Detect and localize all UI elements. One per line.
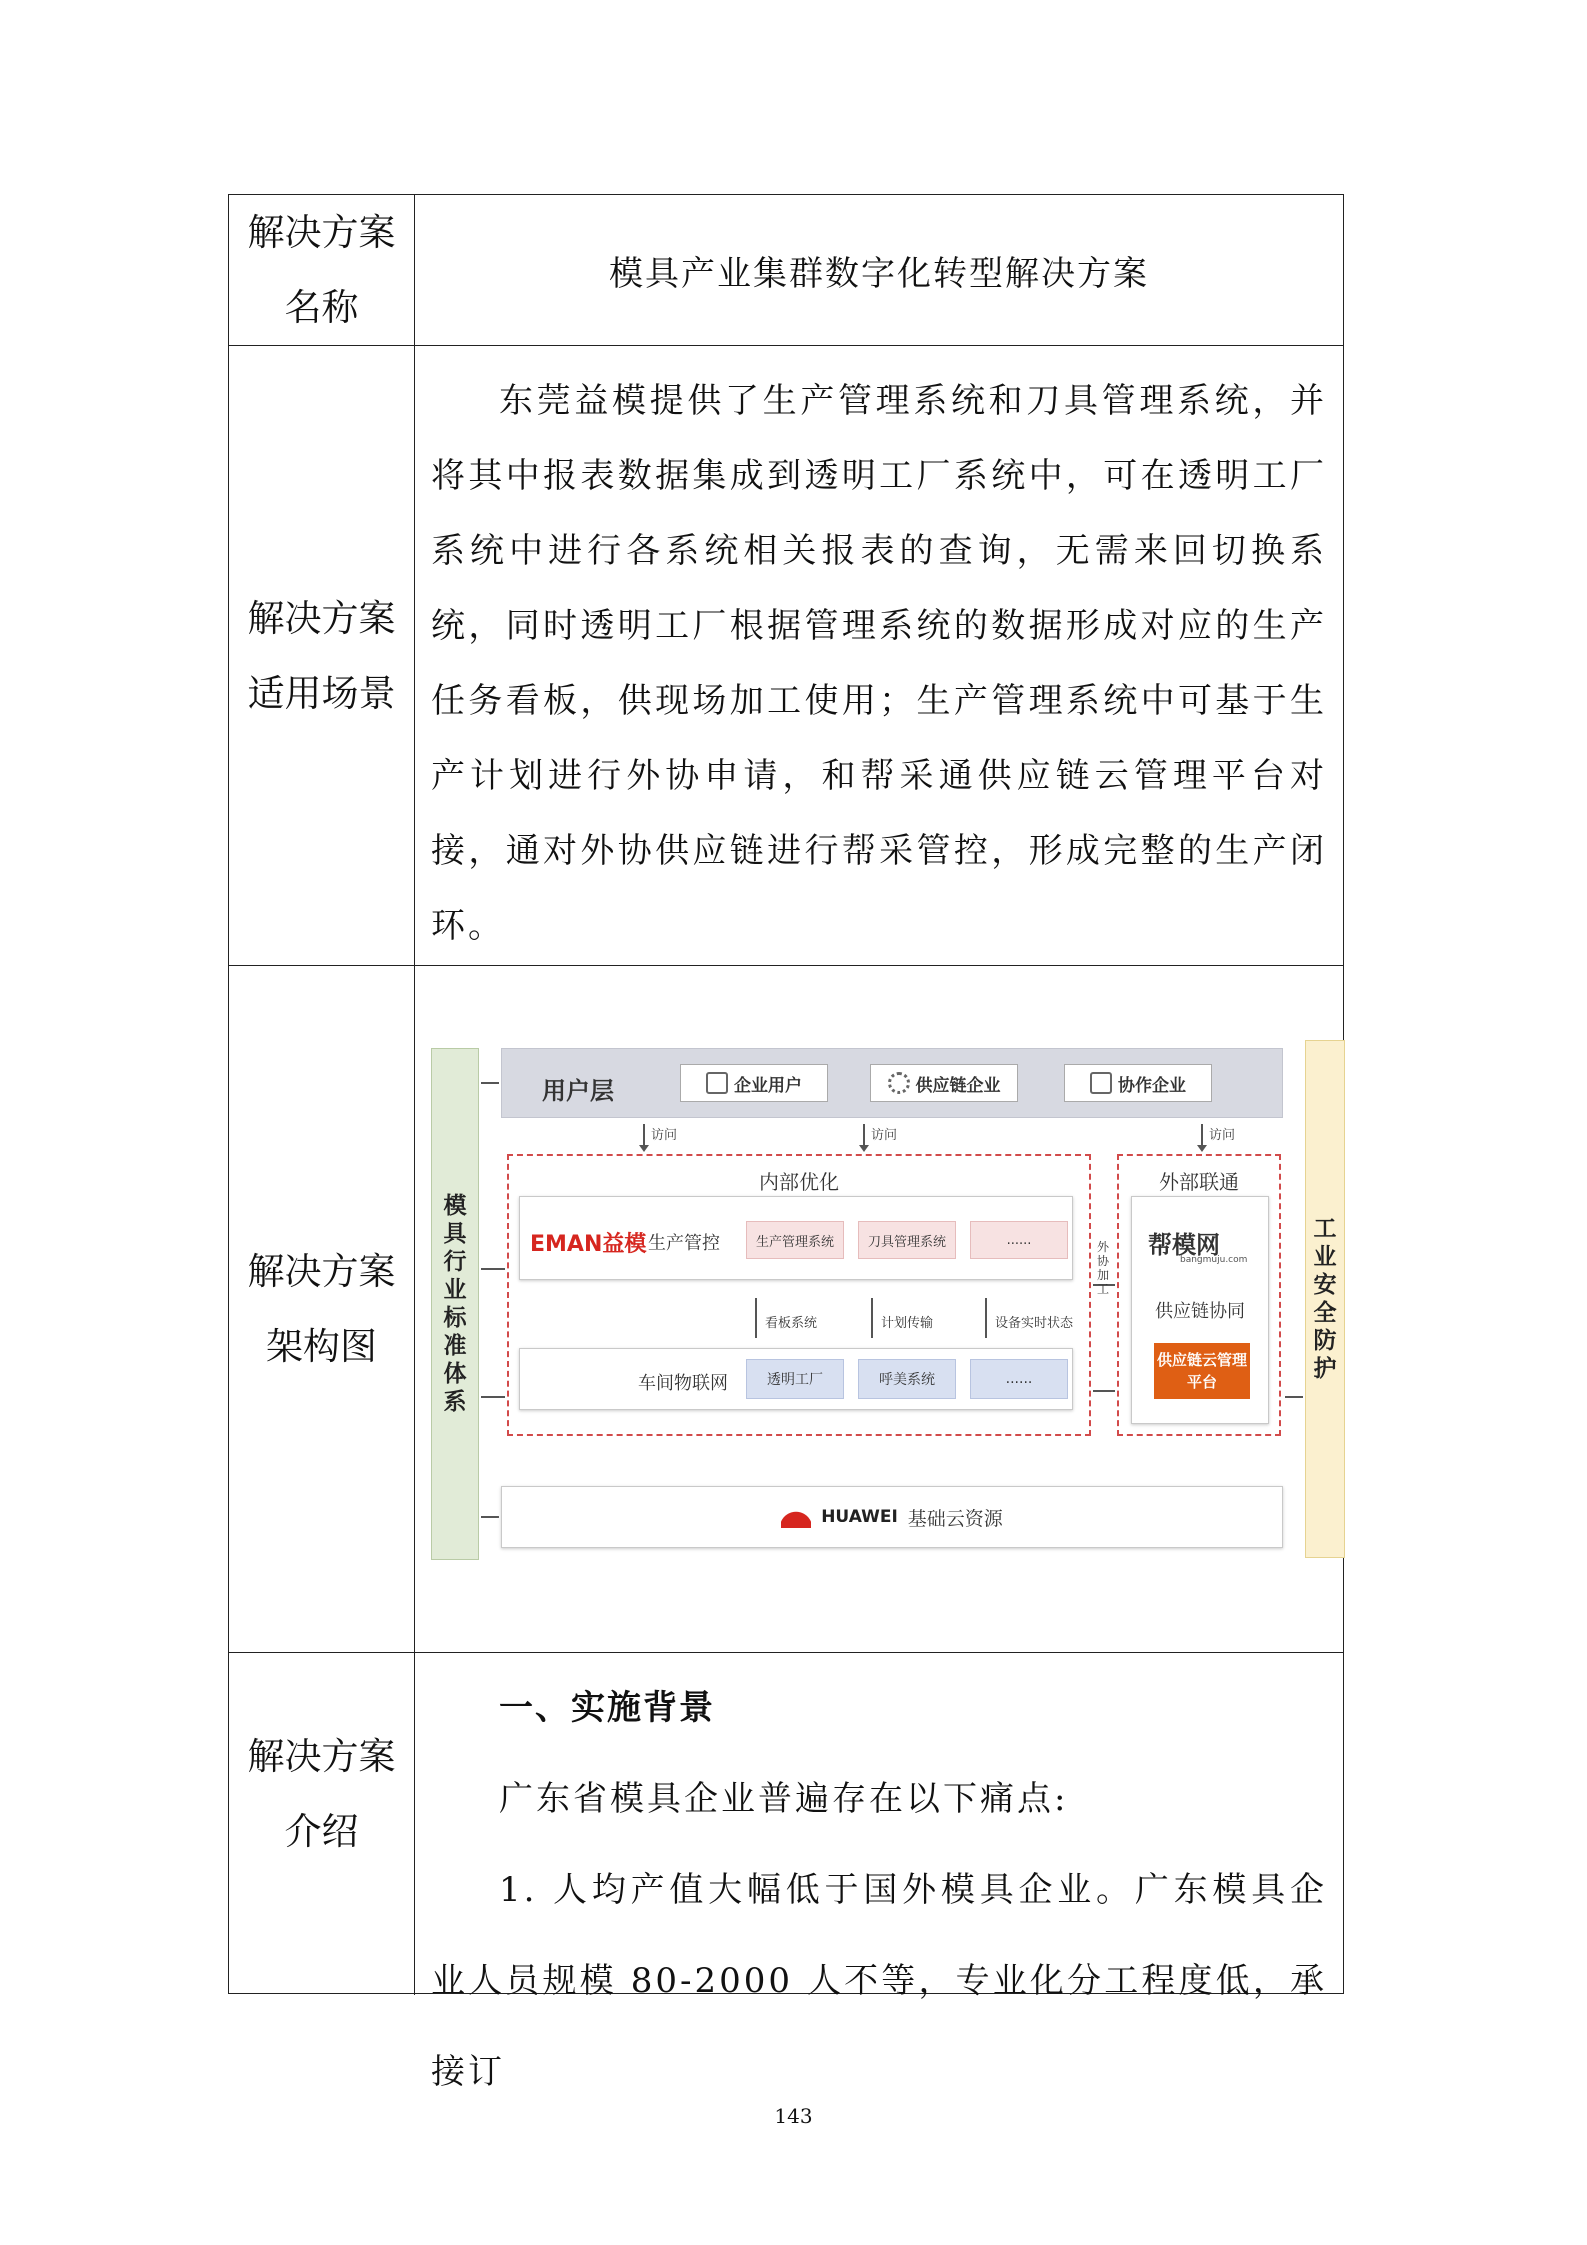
flow-label: 看板系统 xyxy=(765,1316,818,1331)
flow-label: 设备实时状态 xyxy=(995,1316,1074,1331)
gear-icon xyxy=(888,1072,910,1094)
intro-paragraph: 广东省模具企业普遍存在以下痛点: xyxy=(499,1779,1069,1819)
system-box: ...... xyxy=(970,1221,1068,1259)
eman-logo: EMAN益模 xyxy=(530,1232,647,1257)
table-row xyxy=(229,966,1343,1653)
architecture-cell xyxy=(415,966,1343,1652)
huawei-label: HUAWEI xyxy=(821,1507,898,1527)
internal-title: 内部优化 xyxy=(759,1170,839,1194)
user-partner: 协作企业 xyxy=(1064,1064,1212,1102)
building-icon xyxy=(1090,1072,1112,1094)
external-title: 外部联通 xyxy=(1159,1170,1239,1194)
introduction-cell xyxy=(415,1653,1343,2092)
label-line: 解决方案 xyxy=(247,1250,396,1293)
label-line: 解决方案 xyxy=(247,596,396,640)
label-line: 架构图 xyxy=(266,1325,377,1368)
bangmu-logo: 帮模网 xyxy=(1148,1231,1220,1259)
cloud-label: 基础云资源 xyxy=(907,1507,1003,1530)
section-heading: 一、实施背景 xyxy=(499,1688,715,1728)
table-row xyxy=(229,195,1343,346)
visit-label: 访问 xyxy=(871,1128,898,1143)
row-label xyxy=(229,1653,415,1995)
user-enterprise: 企业用户 xyxy=(680,1064,828,1102)
visit-label: 访问 xyxy=(1209,1128,1236,1143)
row-label xyxy=(229,966,415,1652)
bangmu-box xyxy=(1131,1196,1269,1424)
factory-icon xyxy=(706,1072,728,1094)
row-label xyxy=(229,195,415,345)
internal-optimization xyxy=(507,1154,1091,1436)
system-box: 生产管理系统 xyxy=(746,1221,844,1259)
system-box: 刀具管理系统 xyxy=(858,1221,956,1259)
workshop-row xyxy=(519,1348,1073,1410)
row-label xyxy=(229,346,415,965)
user-supplier: 供应链企业 xyxy=(870,1064,1018,1102)
system-box: 呼美系统 xyxy=(858,1359,956,1399)
architecture-diagram xyxy=(431,1040,1345,1558)
external-connect xyxy=(1117,1154,1281,1436)
visit-label: 访问 xyxy=(651,1128,678,1143)
scenario-cell xyxy=(415,346,1343,965)
label-line: 介绍 xyxy=(284,1810,359,1853)
label-line: 名称 xyxy=(284,286,359,329)
label-line: 解决方案 xyxy=(247,1735,396,1778)
label-line: 解决方案 xyxy=(247,211,396,254)
huawei-logo-icon xyxy=(781,1506,811,1528)
outsource-label: 外协加工 xyxy=(1096,1240,1109,1296)
user-layer-title: 用户层 xyxy=(542,1077,614,1105)
bangmu-site: bangmuju.com xyxy=(1180,1255,1248,1265)
production-label: 生产管控 xyxy=(648,1233,720,1254)
supply-collab-label: 供应链协同 xyxy=(1155,1301,1245,1322)
production-row xyxy=(519,1196,1073,1280)
table-row xyxy=(229,1653,1343,2092)
user-layer xyxy=(501,1048,1283,1118)
table-row xyxy=(229,346,1343,966)
system-box: ...... xyxy=(970,1359,1068,1399)
system-box: 透明工厂 xyxy=(746,1359,844,1399)
solution-name: 模具产业集群数字化转型解决方案 xyxy=(609,253,1149,294)
intro-paragraph: 1. 人均产值大幅低于国外模具企业。广东模具企业人员规模 80-2000 人不等，专业化分工程度低，承接订 xyxy=(431,1870,1327,2092)
label-line: 适用场景 xyxy=(247,671,396,715)
flow-label: 计划传输 xyxy=(881,1316,934,1331)
cloud-layer xyxy=(501,1486,1283,1548)
security-bar: 工业安全防护 xyxy=(1305,1040,1345,1558)
workshop-label: 车间物联网 xyxy=(638,1373,728,1394)
solution-table xyxy=(228,194,1344,2092)
standards-bar: 模具行业标准体系 xyxy=(431,1048,479,1560)
page-number: 143 xyxy=(774,2104,813,2128)
scenario-text: 东莞益模提供了生产管理系统和刀具管理系统，并将其中报表数据集成到透明工厂系统中，可在透明工厂系统中进行各系统相关报表的查询，无需来回切换系统，同时透明工厂根据管理系统的数据形成对应的生产任务看板，供现场加工使用；生产管理系统中可基于生产计划进行外协申请，和帮采通供应链云管理平台对接，通对外协供应链进行帮采管控，形成完整的生产闭环。 xyxy=(431,381,1327,946)
platform-box: 供应链云管理平台 xyxy=(1154,1343,1250,1399)
